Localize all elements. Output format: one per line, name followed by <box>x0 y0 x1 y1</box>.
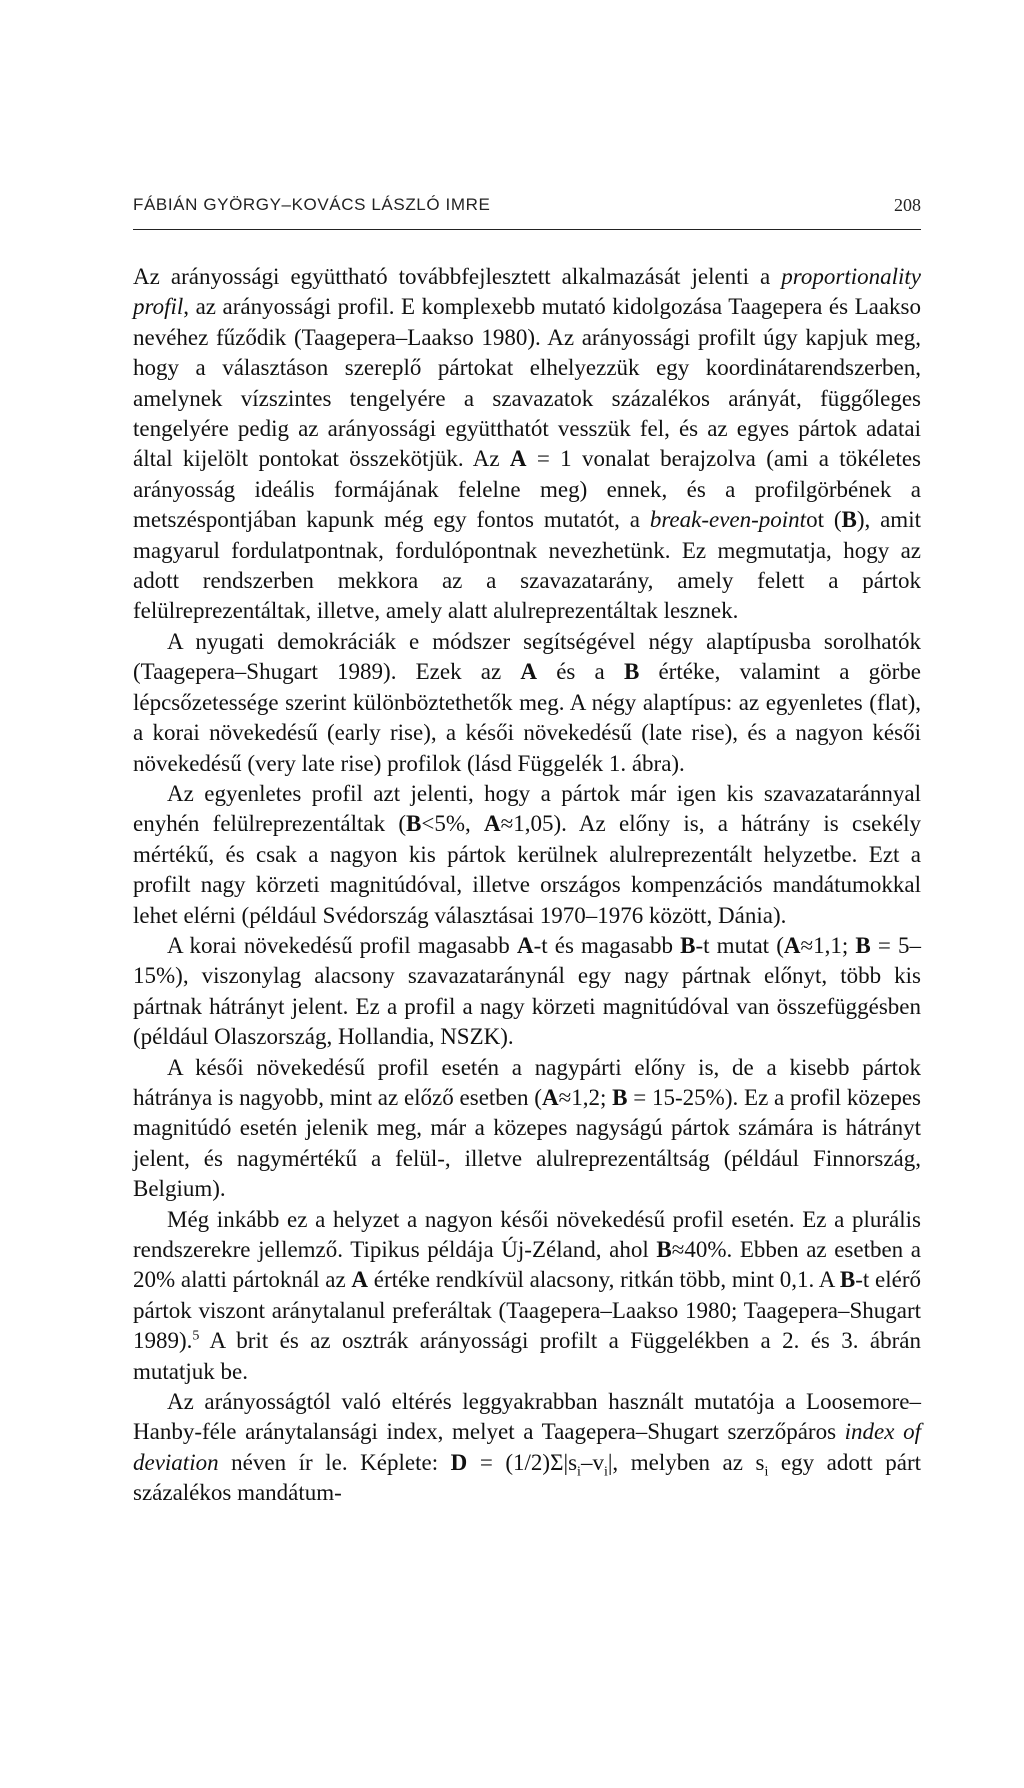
text-segment: = (1/2)Σ|s <box>467 1449 578 1475</box>
text-segment: Még inkább ez a helyzet a nagyon késői növekedésű profil esetén. Ez a plurális rendszerekre jellemző. Tipikus példája Új-Zéland, ahol <box>133 1206 921 1262</box>
text-segment: B <box>855 932 871 958</box>
text-segment: A <box>516 932 534 958</box>
text-segment: Az arányossági együttható továbbfejlesztett alkalmazását jelenti a <box>133 264 782 289</box>
text-segment: A <box>351 1267 369 1293</box>
text-segment: B <box>841 507 857 533</box>
text-segment: egy adott párt százalékos mandátum- <box>133 1449 921 1506</box>
running-header <box>133 195 921 230</box>
text-segment: ≈40%. Ebben az esetben a 20% alatti pártoknál az <box>133 1237 921 1293</box>
text-segment: ), amit magyarul fordulatpontnak, fordulópontnak nevezhetünk. Ez megmutatja, hogy az adott rendszerben mekkora az a szavazatarány, amely felett a pártok felülreprezentáltak, illetve, amely alatt alulreprezentáltak lesznek. <box>133 507 921 624</box>
text-segment: A <box>783 932 801 958</box>
text-segment: -t és magasabb <box>533 932 681 958</box>
text-segment: A korai növekedésű profil magasabb <box>167 932 517 958</box>
text-segment: i <box>764 1464 769 1480</box>
text-segment: B <box>839 1267 856 1293</box>
text-segment: B <box>612 1084 628 1110</box>
text-segment: ≈1,1; <box>800 932 856 958</box>
text-segment: -t elérő pártok viszont aránytalanul preferáltak (Taagepera–Laakso 1980; Taagepera–Shugart 1989). <box>133 1267 922 1354</box>
paragraph-2 <box>133 627 921 779</box>
header-author: FÁBIÁN GYÖRGY–KOVÁCS LÁSZLÓ IMRE <box>133 195 491 214</box>
text-segment: néven ír le. Képlete: <box>218 1449 451 1475</box>
text-segment: A <box>509 446 527 472</box>
text-segment: , az arányossági profil. E komplexebb mutató kidolgozása Taagepera és Laakso nevéhez fűződik (Taagepera–Laakso 1980). Az arányossági profilt úgy kapjuk meg, hogy a választáson szereplő pártokat elhelyezzük egy koordinátarendszerben, amelynek vízszintes tengelyére a szavazatok százalékos arányát, függőleges tengelyére pedig az arányossági együtthatót vesszük fel, és az egyes pártok adatai által kijelölt pontokat összekötjük. Az <box>133 294 921 472</box>
text-segment: = 5–15%), viszonylag alacsony szavazataránynál egy nagy pártnak előnyt, több kis pártnak hátrányt jelent. Ez a profil a nagy körzeti magnitúdóval van összefüggésben (például Olaszország, Hollandia, NSZK). <box>133 932 921 1050</box>
text-segment: Az egyenletes profil azt jelenti, hogy a pártok már igen kis szavazataránnyal enyhén felülreprezentáltak ( <box>133 780 921 837</box>
text-segment: = 15-25%). Ez a profil közepes magnitúdó esetén jelenik meg, már a közepes nagyságú pártok számára is hátrányt jelent, és nagymértékű a felül-, illetve alulreprezentáltság (például Finnország, Belgium). <box>133 1084 922 1202</box>
text-segment: értéke rendkívül alacsony, ritkán több, mint 0,1. A <box>368 1267 840 1293</box>
text-segment: B <box>680 932 696 958</box>
text-segment: A brit és az osztrák arányossági profilt a Függelékben a 2. és 3. ábrán mutatjuk be. <box>133 1328 921 1384</box>
paragraph-7 <box>133 1387 921 1509</box>
text-segment: A késői növekedésű profil esetén a nagypárti előny is, de a kisebb pártok hátránya is nagyobb, mint az előző esetben ( <box>133 1054 921 1110</box>
paragraph-4 <box>133 931 921 1053</box>
text-segment: Az arányosságtól való eltérés leggyakrabban használt mutatója a Loosemore–Hanby-féle aránytalansági index, melyet a Taagepera–Shugart szerzőpáros <box>133 1389 921 1445</box>
text-segment: 5 <box>192 1328 200 1344</box>
page-number: 208 <box>894 195 921 215</box>
text-segment: ≈1,2; <box>558 1084 613 1110</box>
text-segment: A <box>541 1084 559 1110</box>
text-segment: i <box>603 1464 608 1480</box>
text-segment: ≈1,05). Az előny is, a hátrány is csekély mértékű, és csak a nagyon kis pártok kerülnek alulreprezentált helyzetbe. Ezt a profilt nagy körzeti magnitúdóval, illetve országos kompenzációs mandátumokkal lehet elérni (például Svédország választásai 1970–1976 között, Dánia). <box>133 811 921 928</box>
paragraph-3 <box>133 779 921 931</box>
text-segment: proportionality profil <box>133 264 921 320</box>
text-segment: A nyugati demokráciák e módszer segítségével négy alaptípusba sorolhatók (Taagepera–Shugart 1989). Ezek az <box>133 628 921 685</box>
text-segment: B <box>406 811 422 837</box>
text-segment: B <box>656 1237 672 1262</box>
text-segment: és a <box>537 659 624 685</box>
text-segment: <5%, <box>421 811 484 837</box>
paragraph-6 <box>133 1205 921 1387</box>
text-segment: -t mutat ( <box>695 932 784 958</box>
text-segment: i <box>577 1464 581 1480</box>
text-segment: A <box>520 659 538 685</box>
body-text <box>133 262 921 1509</box>
text-segment: |, melyben az s <box>607 1449 765 1475</box>
text-segment: A <box>484 811 501 837</box>
text-segment: break-even-point <box>649 507 807 533</box>
text-segment: index of deviation <box>133 1419 921 1475</box>
text-segment: D <box>450 1449 468 1475</box>
paragraph-5 <box>133 1053 921 1205</box>
text-segment: B <box>623 659 640 685</box>
text-segment: –v <box>580 1449 604 1475</box>
paragraph-1 <box>133 262 921 627</box>
text-segment: ot ( <box>806 507 842 533</box>
text-segment: = 1 vonalat berajzolva (ami a tökéletes arányosság ideális formájának felelne meg) ennek, és a profilgörbének a metszéspontjában kapunk még egy fontos mutatót, a <box>133 446 922 533</box>
text-segment: értéke, valamint a görbe lépcsőzetessége szerint különböztethetők meg. A négy alaptípus: az egyenletes (flat), a korai növekedésű (early rise), a késői növekedésű (late rise), és a nagyon késői növekedésű (very late rise) profilok (lásd Függelék 1. ábra). <box>133 659 921 776</box>
